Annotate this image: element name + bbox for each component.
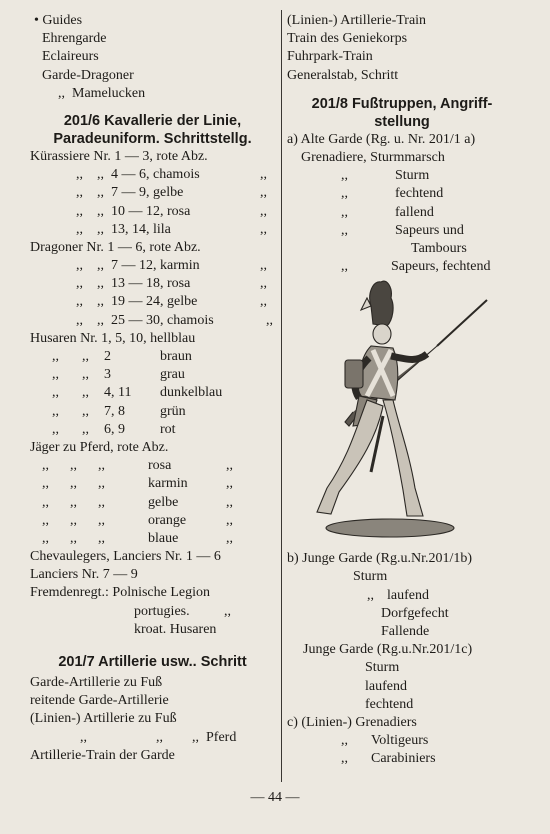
list-item: Kürassiere Nr. 1 — 3, rote Abz. [30,148,208,164]
list-item: Garde-Artillerie zu Fuß [30,675,163,690]
section-heading-201-8: 201/8 Fußtruppen, Angriff- [311,95,493,112]
list-item: fechtend [365,696,414,712]
list-item: a) Alte Garde (Rg. u. Nr. 201/1 a) [287,131,476,147]
list-item: Tambours [411,240,467,256]
list-item: portugies. ,, [134,603,231,619]
list-item: ,, ,, 6, 9 rot [52,421,176,437]
list-item: Dragoner Nr. 1 — 6, rote Abz. [30,239,201,255]
list-item: ,, ,, 25 — 30, chamois ,, [76,312,273,328]
section-subheading-201-6: Paradeuniform. Schrittstellg. [53,130,252,147]
list-item: ,, Voltigeurs [341,733,429,749]
list-item: Eclaireurs [42,49,99,65]
list-item: laufend [365,678,407,694]
list-item: Fremdenregt.: Polnische Legion [30,585,211,601]
list-item: Jäger zu Pferd, rote Abz. [30,439,169,455]
list-item: ,, ,, ,, Pferd [80,729,237,745]
list-item: ,, fechtend [341,186,444,202]
list-item: (Linien-) Artillerie zu Fuß [30,711,177,727]
list-item: ,, ,, ,, blaue ,, [42,530,233,546]
list-item: ,, Mamelucken [58,85,146,101]
list-item: Sturm [365,660,400,676]
list-item: ,, ,, ,, rosa ,, [42,458,233,474]
list-item: Artillerie-Train der Garde [30,747,175,763]
list-item: reitende Garde-Artillerie [30,693,169,709]
list-item: Fallende [381,624,430,639]
list-item: Train des Geniekorps [287,31,408,47]
left-column [30,12,275,765]
list-item: kroat. Husaren [134,621,217,637]
section-heading-201-6: 201/6 Kavallerie der Linie, [63,112,242,129]
list-item: ,, ,, 7 — 12, karmin ,, [76,258,267,274]
list-item: ,, laufend [367,587,429,603]
list-item: ,, fallend [341,204,434,220]
list-item: ,, ,, 19 — 24, gelbe ,, [76,294,267,310]
list-item: (Linien-) Artillerie-Train [287,13,427,28]
list-item: c) (Linien-) Grenadiers [287,714,417,730]
list-item: ,, Sapeurs und [341,222,464,238]
grenadier-figure-icon [287,276,517,550]
list-item: Junge Garde (Rg.u.Nr.201/1c) [303,642,473,658]
list-item: ,, Sturm [341,168,430,184]
column-divider [281,10,282,782]
list-item: ,, ,, 7, 8 grün [52,403,186,419]
list-item: ,, ,, 4, 11 dunkelblau [52,385,223,401]
list-item: ,, ,, 3 grau [52,367,185,383]
section-subheading-201-8: stellung [374,113,430,130]
list-item: Lanciers Nr. 7 — 9 [30,567,138,583]
list-item: ,, ,, 10 — 12, rosa ,, [76,203,267,219]
list-item: ,, ,, 13, 14, lila ,, [76,221,267,237]
list-item: Husaren Nr. 1, 5, 10, hellblau [30,330,196,346]
list-item: Ehrengarde [42,31,107,47]
list-item: Sturm [353,569,388,585]
page-number: — 44 — [250,790,300,805]
list-item: • Guides [34,13,83,28]
list-item: b) Junge Garde (Rg.u.Nr.201/1b) [287,551,473,567]
soldier-illustration [287,276,517,550]
right-column [287,12,517,769]
list-item: ,, ,, 4 — 6, chamois ,, [76,167,267,183]
list-item: ,, ,, 13 — 18, rosa ,, [76,276,267,292]
list-item: ,, Sapeurs, fechtend [341,259,491,275]
list-item: Garde-Dragoner [42,67,134,83]
list-item: Generalstab, Schritt [287,67,399,83]
list-item: Grenadiere, Sturmmarsch [301,149,445,165]
list-item: ,, ,, 7 — 9, gelbe ,, [76,185,267,201]
list-item: Dorfgefecht [381,605,449,621]
list-item: ,, Carabiniers [341,751,436,767]
list-item: ,, ,, 2 braun [52,349,192,364]
list-item: Chevaulegers, Lanciers Nr. 1 — 6 [30,549,221,565]
list-item: ,, ,, ,, orange ,, [42,512,233,528]
list-item: ,, ,, ,, karmin ,, [42,476,233,492]
list-item: ,, ,, ,, gelbe ,, [42,494,233,510]
list-item: Fuhrpark-Train [287,49,373,65]
section-heading-201-7: 201/7 Artillerie usw.. Schritt [58,654,247,670]
